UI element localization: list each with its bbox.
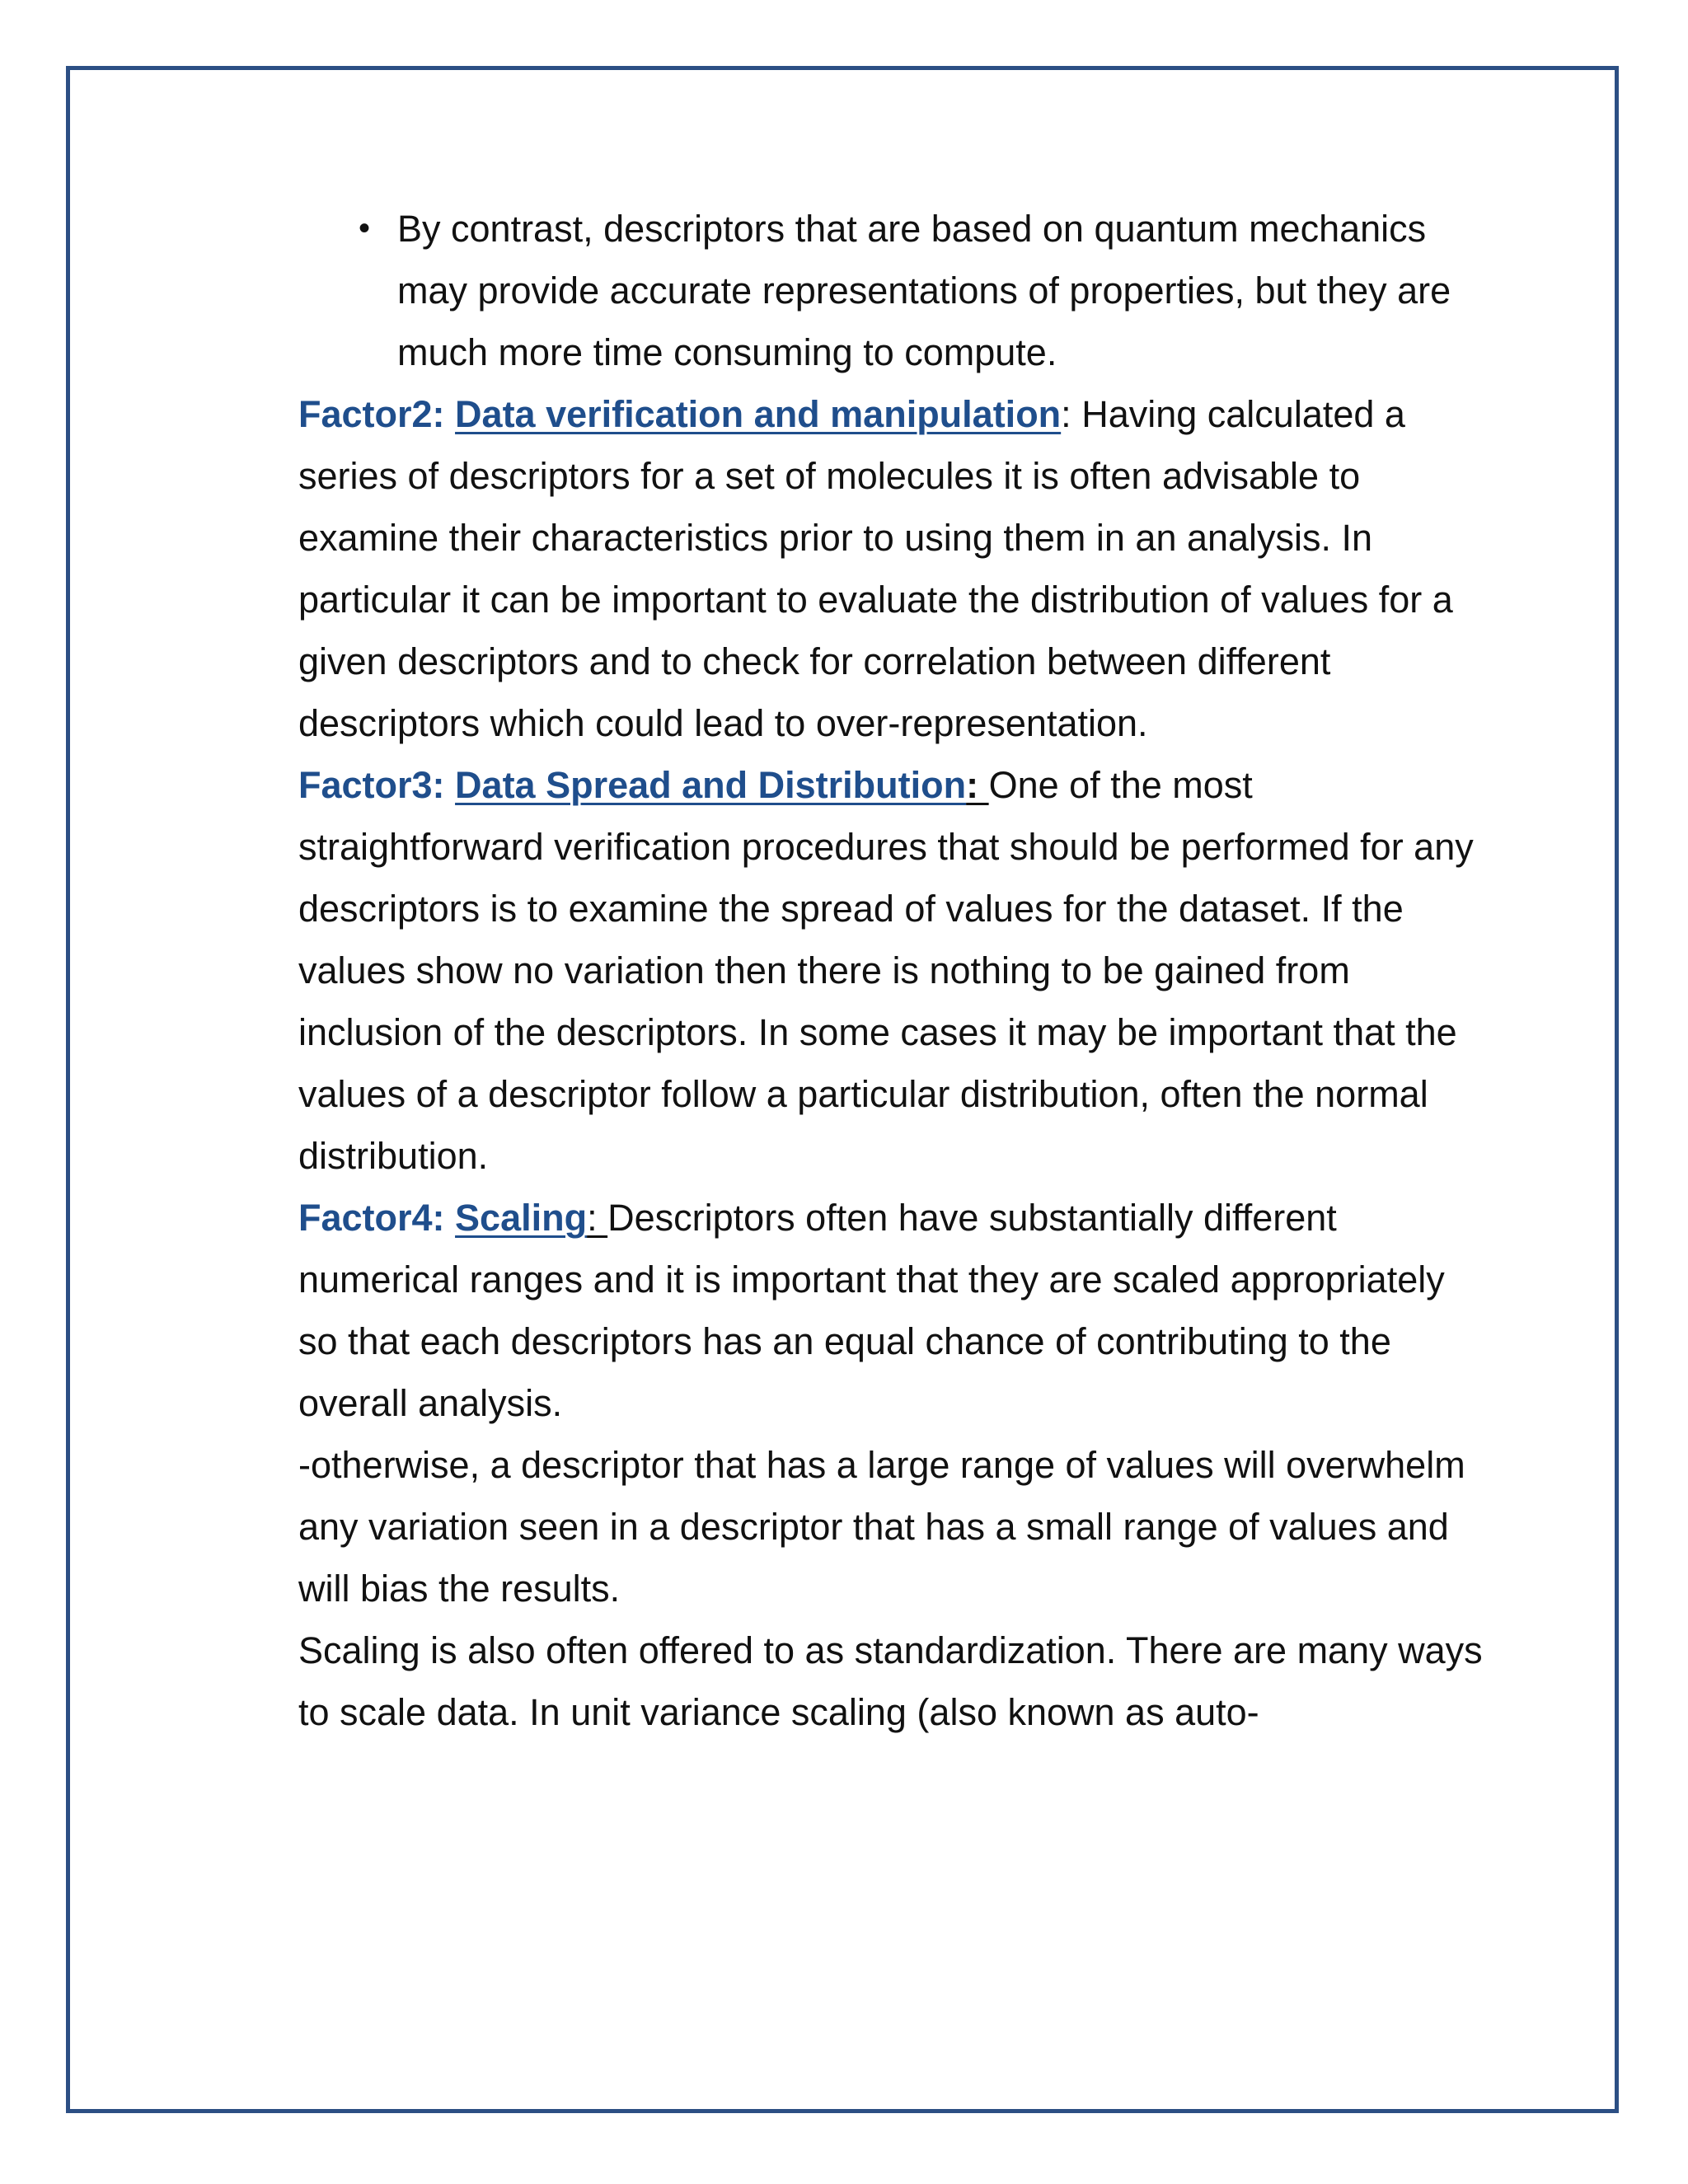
factor2-label: Factor2: bbox=[298, 393, 456, 435]
document-body bbox=[298, 198, 1493, 1743]
factor4-paragraph bbox=[298, 1187, 1493, 1434]
factor3-body: One of the most straightforward verification procedures that should be performed for any descriptors is to examine the spread of values for the dataset. If the values show no variation then there is nothing to be gained from inclusion of the descriptors. In some cases it may be important that the values of a descriptor follow a particular distribution, often the normal distribution. bbox=[298, 764, 1474, 1177]
factor3-label: Factor3: bbox=[298, 764, 456, 806]
factor3-colon: : bbox=[966, 764, 989, 806]
factor2-paragraph bbox=[298, 383, 1493, 754]
scaling-paragraph: Scaling is also often offered to as standardization. There are many ways to scale data. In unit variance scaling (also known as auto- bbox=[298, 1629, 1483, 1733]
bullet-text: By contrast, descriptors that are based on quantum mechanics may provide accurate representations of properties, but they are much more time consuming to compute. bbox=[397, 208, 1451, 373]
factor4-body: Descriptors often have substantially different numerical ranges and it is important that they are scaled appropriately so that each descriptors has an equal chance of contributing to the overall analysis. bbox=[298, 1197, 1445, 1424]
factor2-colon: : bbox=[1061, 393, 1071, 435]
factor4-colon: : bbox=[587, 1197, 608, 1239]
bullet-item bbox=[298, 198, 1493, 383]
factor4-title: Scaling bbox=[455, 1197, 588, 1239]
factor3-title: Data Spread and Distribution bbox=[455, 764, 967, 806]
factor4-label: Factor4: bbox=[298, 1197, 456, 1239]
factor2-body: Having calculated a series of descriptors for a set of molecules it is often advisable to examine their characteristics prior to using them in an analysis. In particular it can be important to evaluate the distribution of values for a given descriptors and to check for correlation between different descriptors which could lead to over-representation. bbox=[298, 393, 1453, 744]
factor2-title: Data verification and manipulation bbox=[455, 393, 1062, 435]
bullet-icon: • bbox=[358, 210, 370, 246]
factor3-paragraph bbox=[298, 754, 1493, 1187]
otherwise-paragraph: -otherwise, a descriptor that has a large range of values will overwhelm any variation seen in a descriptor that has a small range of values and will bias the results. bbox=[298, 1444, 1465, 1610]
